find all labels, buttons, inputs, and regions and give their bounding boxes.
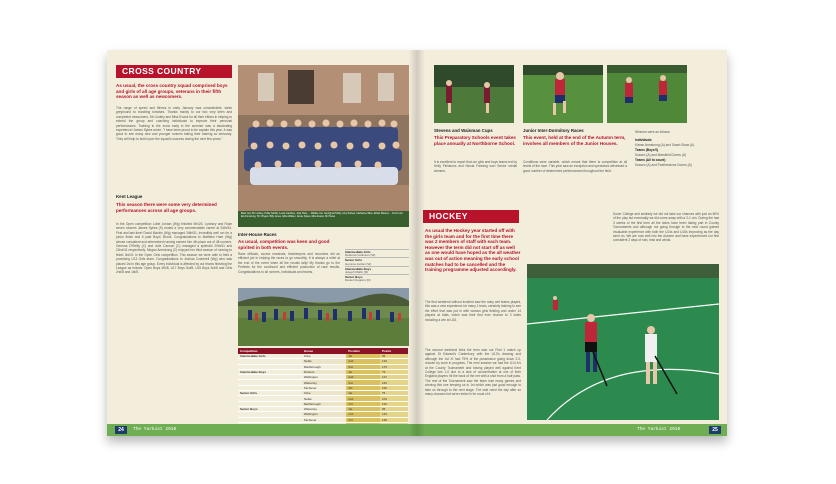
results-cell: 3rd — [346, 364, 380, 369]
results-cell: Wellington — [302, 375, 346, 380]
kent-league-body: In the Open competition Lollie Jordan (Wg) finished 6th/25, Lyndsey and Rose seven runners James Sykes (S) ended a very commendable career at 34th/51. First and last time! David Mackin (Wg) managed 34th/51, Incredibly well run for a junior finish and it paid Boyd, Brook. Congratulations to Matthew Hare (Wg) whose consistent and determined running earned him 4th place out of 48 runners. Gemma O'Reilly (C) and Julie Cannon (C) managed a splendid 20th/41 and 22nd/41 respectively. Megan Armstrong (C) enjoyed her third season of running to finish 3rd/41 in the Open Girls competition. This season we were able to field a promising U13 Girls team. Congratulations to Joshua Cockerell (Wg) who was placed 1st in this age group. Every individual is affected by our teams finishing the League as follows: Open Boys 4th/8, U17 Boys 3rd/8, U15 Boys 3rd/8 and Girls 2nd/8 and 1st/5. — [116, 222, 232, 275]
hockey-heading: HOCKEY — [423, 210, 519, 223]
results-cell: Clive — [302, 354, 346, 359]
results-cell: Walverley — [302, 380, 346, 385]
girls-race-photo — [434, 65, 514, 123]
spine-shadow — [409, 50, 425, 436]
winner-value: Kieran Armstrong (A) and Sarah Shaw (A) — [635, 143, 695, 147]
results-cell: 2nd — [346, 359, 380, 364]
inter-grid-cat: Intermediate Girls — [345, 249, 409, 253]
junior-inter-body: Conditions were variable, which meant that there is competition at all levels of the race. This year saw an exception and spectators witnessed a good number of determined performances throughout the field. — [523, 160, 627, 173]
results-cell: 127 — [380, 375, 408, 380]
inter-grid-name: Daniel Clegram (R) — [345, 278, 371, 283]
kent-league-heading: Kent League — [116, 194, 143, 199]
results-cell: Intermediate Girls — [238, 354, 302, 359]
results-cell: 103 — [380, 396, 408, 401]
right-page — [417, 50, 727, 436]
results-body — [238, 354, 408, 428]
results-cell: 79 — [380, 369, 408, 374]
inter-grid-cat: Senior Girls — [345, 257, 409, 261]
team-photo — [238, 65, 409, 211]
stevens-body: It is excellent to report that our girls and boys teams led by Kelly Fieldsons and Nicola Fanning won Senior medal winners. — [434, 160, 517, 173]
results-cell: 4th — [346, 385, 380, 390]
results-cell: 1st — [346, 354, 380, 359]
winner-value: Sussex (A) and Marsfield Dorms (A) — [635, 153, 687, 157]
results-cell: 133 — [380, 359, 408, 364]
results-cell: Senior Girls — [238, 391, 302, 396]
results-header-cell: House — [302, 348, 346, 354]
results-header-cell: Points — [380, 348, 408, 354]
hockey-intro: As usual the Hockey year started off with the girls team and for the first time there was 2 members of staff with each team. However the term did not start off as well as one would have hoped as the all weather was out of action meaning the early school matches had to be cancelled and the training programme adjusted accordingly. — [425, 228, 521, 273]
results-cell: 95 — [380, 354, 408, 359]
hockey-body-1: The first weekend without incident saw the rainy wet teams played, this was a new experience for many 1 team, certainly training to see the effort that was put in with various girls fielding and under 14 players at trials, which was their first ever chance to 3 sides including a win at U15. — [425, 300, 521, 322]
junior-inter-intro: This event, held at the end of the Autumn term, involves all members of the Junior Houses. — [523, 135, 626, 146]
results-cell: Marlborough — [302, 401, 346, 406]
inter-grid-name: Gemma Jordan (W) — [345, 261, 372, 266]
results-cell: 75 — [380, 391, 408, 396]
left-footer — [107, 424, 417, 436]
runner-photo-2 — [607, 65, 687, 123]
results-cell: Kitchener — [302, 385, 346, 390]
stevens-heading: Stevens and Wainman Cups — [434, 128, 493, 133]
results-table — [238, 348, 408, 428]
winner-value: Sussex (A) and Featherstone Dorms (A) — [635, 163, 692, 167]
page-number: 24 — [115, 426, 127, 434]
results-header-cell: Competition — [238, 348, 302, 354]
results-cell: 1st — [346, 406, 380, 411]
inter-grid-name: Deborah Collinson (W) — [345, 253, 376, 258]
hockey-photo — [527, 264, 719, 420]
inter-grid-name: Joseph Mabb (R) — [345, 269, 369, 274]
hockey-body-3: Dover College and similarly we did not take our chances with just an 80% of the play but eventually we did come away with a 2-1 win. During the last 3 weeks of the first term all the sides have been taking part in County Tournaments and although not going through to the next round gained invaluable experience with both the U14s and U15s improving as the day went on. We are now well into the Autumn and have experienced our first consistent 2 days of rain, mist and winds. — [613, 212, 719, 243]
results-cell: 3rd — [346, 380, 380, 385]
results-cell: Walverley — [302, 406, 346, 411]
inter-grid-cat: Senior Boys — [345, 274, 409, 278]
results-cell: 122 — [380, 401, 408, 406]
cross-country-heading: CROSS COUNTRY — [116, 65, 232, 78]
magazine-spread — [107, 50, 727, 436]
footer-title: The Yarkist 2010 — [637, 427, 681, 432]
results-cell: 2nd — [346, 375, 380, 380]
results-cell: 1st — [346, 369, 380, 374]
right-footer — [417, 424, 727, 436]
results-cell: Nettle — [302, 359, 346, 364]
footer-title: The Yarkist 2010 — [133, 427, 177, 432]
results-cell: Kitchener — [302, 417, 346, 422]
inter-house-intro: As usual, competition was keen and good spirited in both events. — [238, 239, 330, 250]
cross-country-body: The range of speed and fitness in early January was considerable, sleek greyhound to trundling tortoises. Thanks mainly to our two very keen and competent newcomers, Mr Lindley and Miss Evans for all their efforts in helping to extend the group and coaching individuals to improve their personal performances. Training in the snow early in the summer was a fascinating experience! James Sykes wrote, "I have been proud to be captain this year. It was good to see many new and younger runners taking their training so seriously. They will help to build upon the squad's success during the next few years." — [116, 106, 232, 141]
inter-house-body: Race officials, course marshals, timekeepers and recorders did an efficient job in helping the races to go smoothly. It is always a relief at the end of the event when all the results tally! My thanks go to the Prefects for the continued and efficient production of race results. Congratulations to all runners, individuals and teams. — [238, 252, 340, 274]
page-number: 25 — [709, 426, 721, 434]
results-cell: Marlborough — [302, 364, 346, 369]
inter-grid-cat: Intermediate Boys — [345, 266, 409, 270]
hockey-body-2-cont — [527, 212, 607, 260]
junior-inter-heading: Junior Inter-Dormitory Races — [523, 128, 584, 133]
results-cell: 2nd — [346, 412, 380, 417]
results-cell: 166 — [380, 385, 408, 390]
inter-house-heading: Inter-House Races — [238, 232, 277, 237]
hockey-body-2: The second weekend links the term saw our First 1 match up against St Edward's Canterbury with the U13's drawing and although the 1st XI had 75% of the possession going down 2-0, chosen by work in progress. The next session we had the U14 A's at the County Tournament and having played well against Kent College lost 1-0 due to a lack of concentration at one of their England players hit the back of the net with a shot from a half pass. The rest of the Tournament saw the team lose many games and winning this one keeping us in 1st which was just good enough to take us through to the next stage. The side need the day after so many chances but were reeled in for most of it. — [425, 348, 521, 397]
results-cell: 3rd — [346, 401, 380, 406]
winners-label: Winners were as follows: — [635, 130, 671, 134]
kent-league-intro: This season there were some very determined performances across all age groups. — [116, 202, 217, 213]
results-cell: 1st — [346, 391, 380, 396]
left-page — [107, 50, 417, 436]
results-cell: Senior Boys — [238, 406, 302, 411]
runner-photo-1 — [523, 65, 603, 123]
cross-country-intro: As usual, the cross country squad comprised boys and girls of all age groups, veterans in their fifth season as well as newcomers. — [116, 83, 228, 100]
results-cell: 2nd — [346, 396, 380, 401]
results-cell: Wellington — [302, 412, 346, 417]
results-cell: 3rd — [346, 417, 380, 422]
results-cell: 95 — [380, 406, 408, 411]
team-photo-caption: Back row: Mr Lindley, Hollie Tebbitt, Lewis Cambes, Jack Hare, ... Middle row: Georgina Holtby, Amy Parkes, Katharine Wise, Ethan Moores ... Front row: Ed Armstrong, Tim Bryant, Billy Jones, Eliza Walker, Jamie Sykes, Miss Evans, Mr Plews — [238, 211, 409, 227]
results-cell: Nettle — [302, 396, 346, 401]
results-cell: Clive — [302, 391, 346, 396]
race-photo — [238, 288, 409, 346]
winner-heading: Teams (Boys'0) — [635, 148, 659, 152]
winner-heading: Teams (All to count) — [635, 158, 666, 162]
stevens-intro: This Preparatory Schools event takes place annually at Northborne School. — [434, 135, 516, 146]
results-cell: Intermediate Boys — [238, 369, 302, 374]
winner-heading: Individuals — [635, 138, 652, 142]
inter-house-winners — [345, 249, 409, 283]
results-cell: 148 — [380, 417, 408, 422]
results-cell: Roberts — [302, 369, 346, 374]
results-header-cell: Position — [346, 348, 380, 354]
results-cell: 162 — [380, 380, 408, 385]
results-cell: 175 — [380, 364, 408, 369]
results-cell: 123 — [380, 412, 408, 417]
winners-list — [635, 138, 719, 168]
